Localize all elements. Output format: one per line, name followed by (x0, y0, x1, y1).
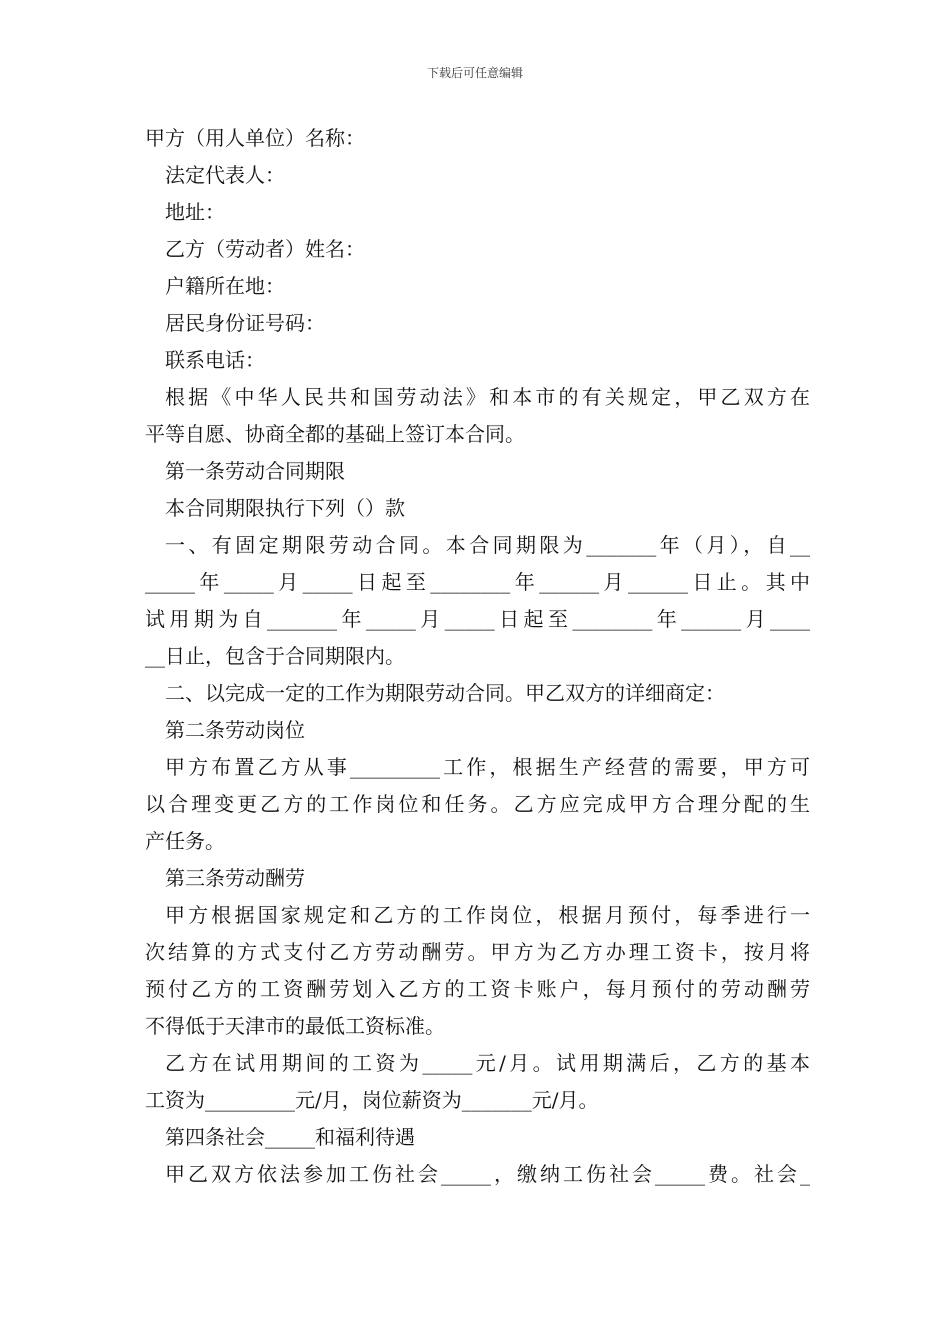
article-3-line-1: 甲方根据国家规定和乙方的工作岗位，根据月预付，每季进行一 (165, 903, 810, 927)
phone-line: 联系电话： (165, 348, 265, 372)
fixed-term-line-2: _____年_____月_____日起至________年______月______日止。其中 (145, 570, 810, 594)
preamble-line-1: 根据《中华人民共和国劳动法》和本市的有关规定，甲乙双方在 (165, 385, 810, 409)
wage-line-2: 工资为_________元/月，岗位薪资为_______元/月。 (145, 1088, 599, 1112)
article-3-line-2: 次结算的方式支付乙方劳动酬劳。甲方为乙方办理工资卡，按月将 (145, 940, 810, 964)
preamble-line-2: 平等自愿、协商全都的基础上签订本合同。 (145, 422, 525, 446)
id-number-line: 居民身份证号码： (165, 311, 325, 335)
wage-line-1: 乙方在试用期间的工资为_____元/月。试用期满后，乙方的基本 (165, 1051, 810, 1075)
address-line: 地址： (165, 200, 225, 224)
fixed-term-line-1: 一、有固定期限劳动合同。本合同期限为_______年（月），自__ (165, 533, 810, 557)
task-based-term-line: 二、以完成一定的工作为期限劳动合同。甲乙双方的详细商定： (165, 681, 725, 705)
page-header-note: 下载后可任意编辑 (426, 66, 523, 80)
article-2-line-3: 产任务。 (145, 829, 225, 853)
party-a-name-line: 甲方（用人单位）名称： (145, 126, 365, 150)
household-registration-line: 户籍所在地： (165, 274, 285, 298)
article-2-line-2: 以合理变更乙方的工作岗位和任务。乙方应完成甲方合理分配的生 (145, 792, 810, 816)
article-2-line-1: 甲方布置乙方从事_________工作，根据生产经营的需要，甲方可 (165, 755, 810, 779)
article-3-line-3: 预付乙方的工资酬劳划入乙方的工资卡账户，每月预付的劳动酬劳 (145, 977, 810, 1001)
contract-body (145, 120, 810, 1193)
fixed-term-line-4: __日止，包含于合同期限内。 (145, 644, 405, 668)
article-4-line-1: 甲乙双方依法参加工伤社会_____，缴纳工伤社会_____费。社会_ (165, 1162, 810, 1186)
fixed-term-line-3: 试用期为自_______年_____月_____日起至________年______月____ (145, 607, 810, 631)
article-4-heading: 第四条社会_____和福利待遇 (165, 1125, 415, 1149)
article-2-heading: 第二条劳动岗位 (165, 718, 305, 742)
party-b-name-line: 乙方（劳动者）姓名： (165, 237, 365, 261)
article-1-intro: 本合同期限执行下列（）款 (165, 496, 405, 520)
article-1-heading: 第一条劳动合同期限 (165, 459, 345, 483)
article-3-line-4: 不得低于天津市的最低工资标准。 (145, 1014, 445, 1038)
legal-representative-line: 法定代表人： (165, 163, 285, 187)
article-3-heading: 第三条劳动酬劳 (165, 866, 305, 890)
